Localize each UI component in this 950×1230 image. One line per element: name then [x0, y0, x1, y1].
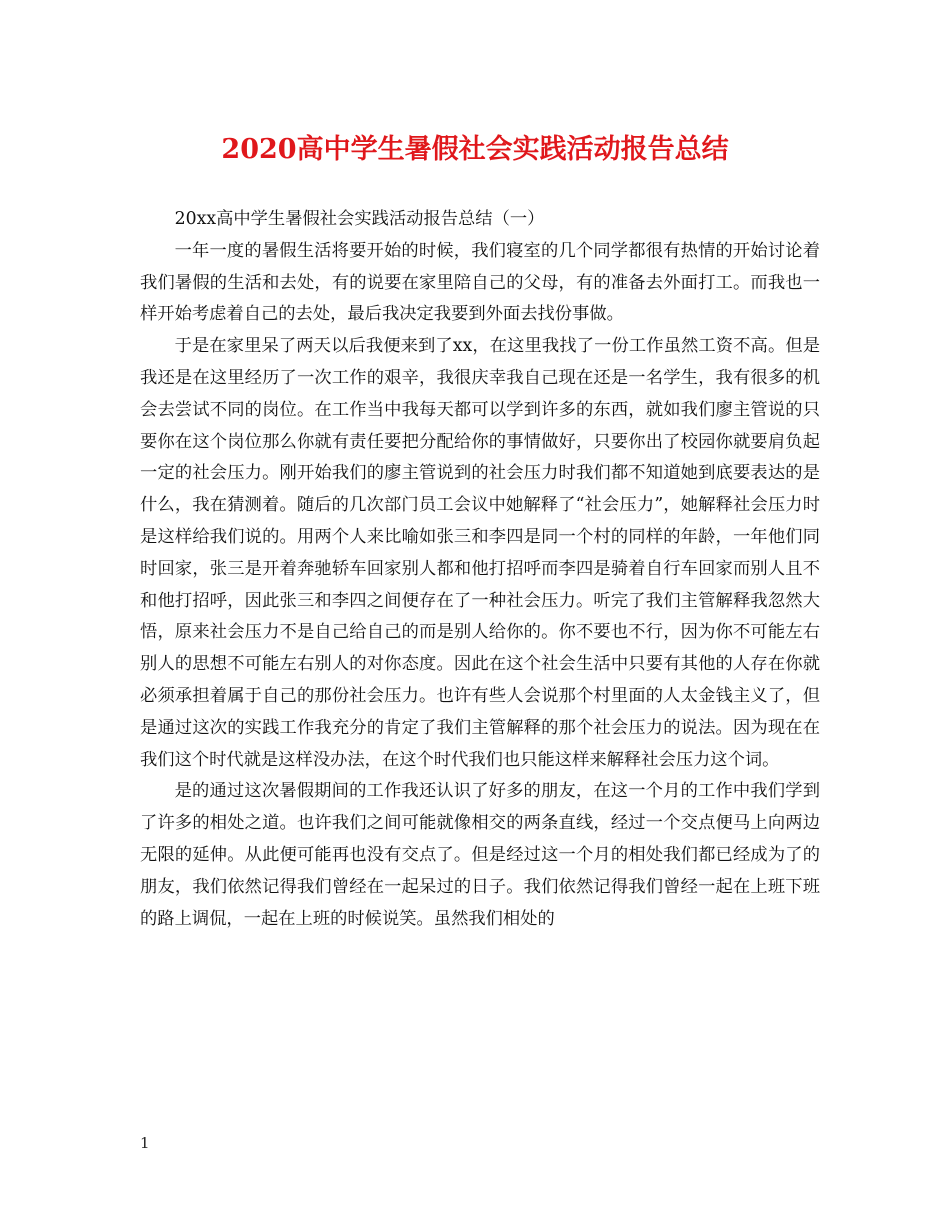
paragraph: 一年一度的暑假生活将要开始的时候，我们寝室的几个同学都很有热情的开始讨论着我们暑假的生活和去处，有的说要在家里陪自己的父母，有的准备去外面打工。而我也一样开始考虑着自己的去处，最后我决定我要到外面去找份事做。	[140, 240, 820, 325]
page-number: 1	[140, 1134, 150, 1152]
paragraph: 是的通过这次暑假期间的工作我还认识了好多的朋友，在这一个月的工作中我们学到了许多的相处之道。也许我们之间可能就像相交的两条直线，经过一个交点便马上向两边无限的延伸。从此便可能再也没有交点了。但是经过这一个月的相处我们都已经成为了的朋友，我们依然记得我们曾经在一起呆过的日子。我们依然记得我们曾经一起在上班下班的路上调侃，一起在上班的时候说笑。虽然我们相处的	[140, 781, 820, 929]
paragraph: 于是在家里呆了两天以后我便来到了xx，在这里我找了一份工作虽然工资不高。但是我还是在这里经历了一次工作的艰辛，我很庆幸我自己现在还是一名学生，我有很多的机会去尝试不同的岗位。在工作当中我每天都可以学到许多的东西，就如我们廖主管说的只要你在这个岗位那么你就有责任要把分配给你的事情做好，只要你出了校园你就要肩负起一定的社会压力。刚开始我们的廖主管说到的社会压力时我们都不知道她到底要表达的是什么，我在猜测着。随后的几次部门员工会议中她解释了“社会压力”，她解释社会压力时是这样给我们说的。用两个人来比喻如张三和李四是同一个村的同样的年龄，一年他们同时回家，张三是开着奔驰轿车回家别人都和他打招呼而李四是骑着自行车回家而别人且不和他打招呼，因此张三和李四之间便存在了一种社会压力。听完了我们主管解释我忽然大悟，原来社会压力不是自己给自己的而是别人给你的。你不要也不行，因为你不可能左右别人的思想不可能左右别人的对你态度。因此在这个社会生活中只要有其他的人存在你就必须承担着属于自己的那份社会压力。也许有些人会说那个村里面的人太金钱主义了，但是通过这次的实践工作我充分的肯定了我们主管解释的那个社会压力的说法。因为现在在我们这个时代就是这样没办法，在这个时代我们也只能这样来解释社会压力这个词。	[140, 336, 820, 770]
section-heading: 20xx高中学生暑假社会实践活动报告总结（一）	[174, 209, 545, 229]
document-title: 2020高中学生暑假社会实践活动报告总结	[221, 134, 729, 165]
document-body	[140, 204, 820, 935]
